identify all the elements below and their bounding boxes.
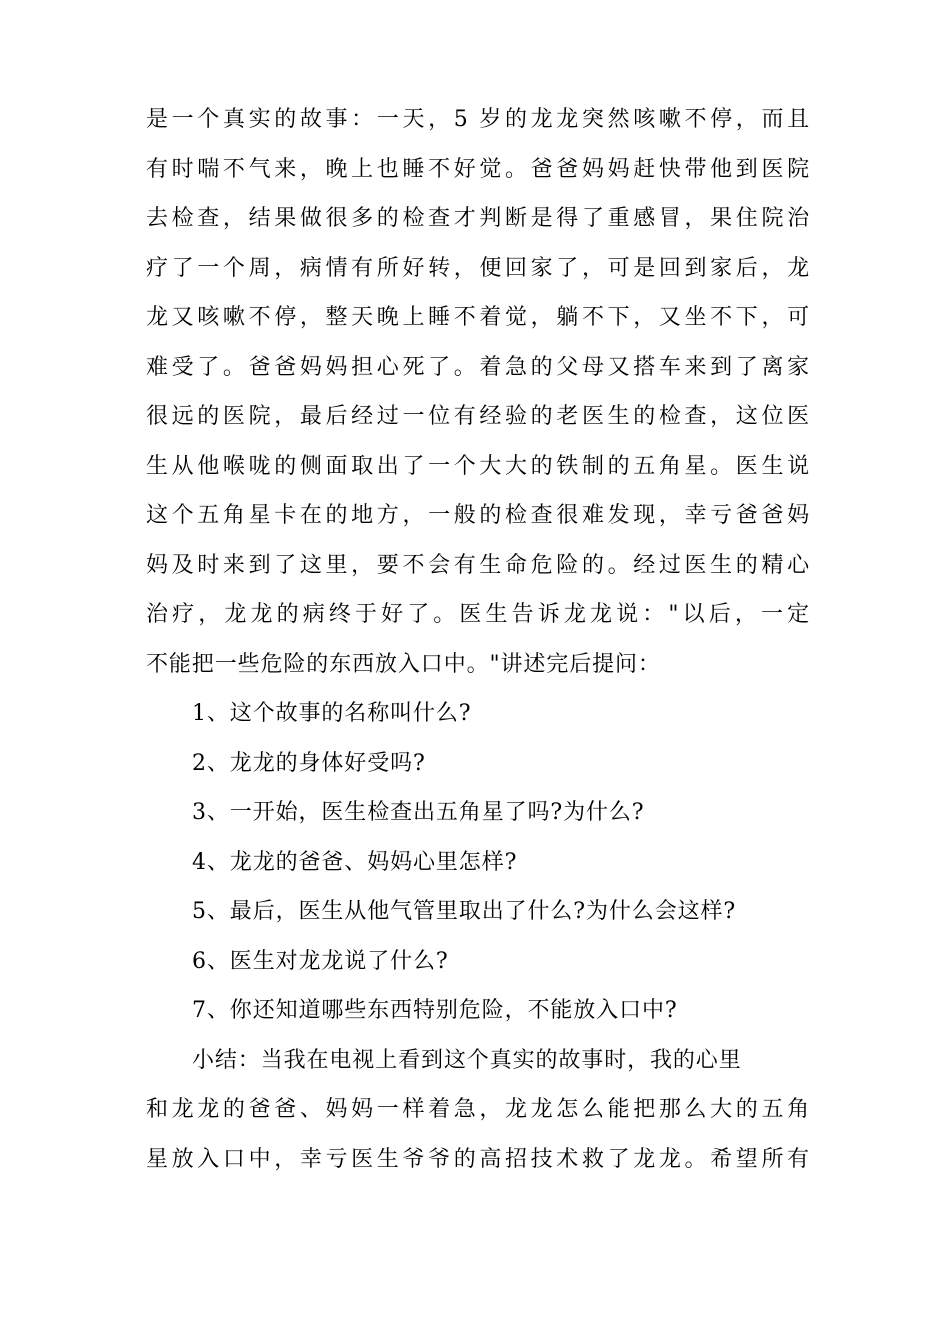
- paragraph-line: 很远的医院，最后经过一位有经验的老医生的检查，这位医: [146, 404, 810, 429]
- story-paragraph: [146, 98, 810, 692]
- paragraph-line: 有时喘不气来，晚上也睡不好觉。爸爸妈妈赶快带他到医院: [146, 156, 810, 182]
- question-item: 6、医生对龙龙说了什么?: [192, 948, 449, 974]
- question-item: 3、一开始，医生检查出五角星了吗?为什么?: [192, 800, 645, 825]
- paragraph-line: 龙又咳嗽不停，整天晚上睡不着觉，躺不下，又坐不下，可: [146, 305, 810, 330]
- summary-line: 星放入口中，幸亏医生爷爷的高招技术救了龙龙。希望所有: [146, 1146, 810, 1172]
- question-item: 1、这个故事的名称叫什么?: [192, 701, 472, 726]
- document-body: [146, 98, 810, 1187]
- paragraph-line: 是一个真实的故事：一天，5 岁的龙龙突然咳嗽不停，而且: [146, 107, 810, 132]
- paragraph-line: 生从他喉咙的侧面取出了一个大大的铁制的五角星。医生说: [146, 453, 810, 479]
- summary-line: 小结：当我在电视上看到这个真实的故事时，我的心里: [192, 1047, 742, 1073]
- question-item: 2、龙龙的身体好受吗?: [192, 750, 426, 776]
- paragraph-line: 去检查，结果做很多的检查才判断是得了重感冒，果住院治: [146, 206, 810, 231]
- summary-paragraph: [146, 1039, 810, 1188]
- question-item: 7、你还知道哪些东西特别危险，不能放入口中?: [192, 998, 678, 1023]
- paragraph-line: 治疗，龙龙的病终于好了。医生告诉龙龙说："以后，一定: [146, 602, 810, 627]
- paragraph-line: 妈及时来到了这里，要不会有生命危险的。经过医生的精心: [146, 552, 810, 578]
- summary-line: 和龙龙的爸爸、妈妈一样着急，龙龙怎么能把那么大的五角: [146, 1097, 810, 1122]
- paragraph-line: 不能把一些危险的东西放入口中。"讲述完后提问：: [146, 651, 661, 677]
- question-list: [146, 692, 810, 1039]
- paragraph-line: 疗了一个周，病情有所好转，便回家了，可是回到家后，龙: [146, 255, 810, 281]
- question-item: 4、龙龙的爸爸、妈妈心里怎样?: [192, 849, 518, 875]
- paragraph-line: 难受了。爸爸妈妈担心死了。着急的父母又搭车来到了离家: [146, 354, 810, 380]
- paragraph-line: 这个五角星卡在的地方，一般的检查很难发现，幸亏爸爸妈: [146, 503, 810, 528]
- question-item: 5、最后，医生从他气管里取出了什么?为什么会这样?: [192, 899, 737, 924]
